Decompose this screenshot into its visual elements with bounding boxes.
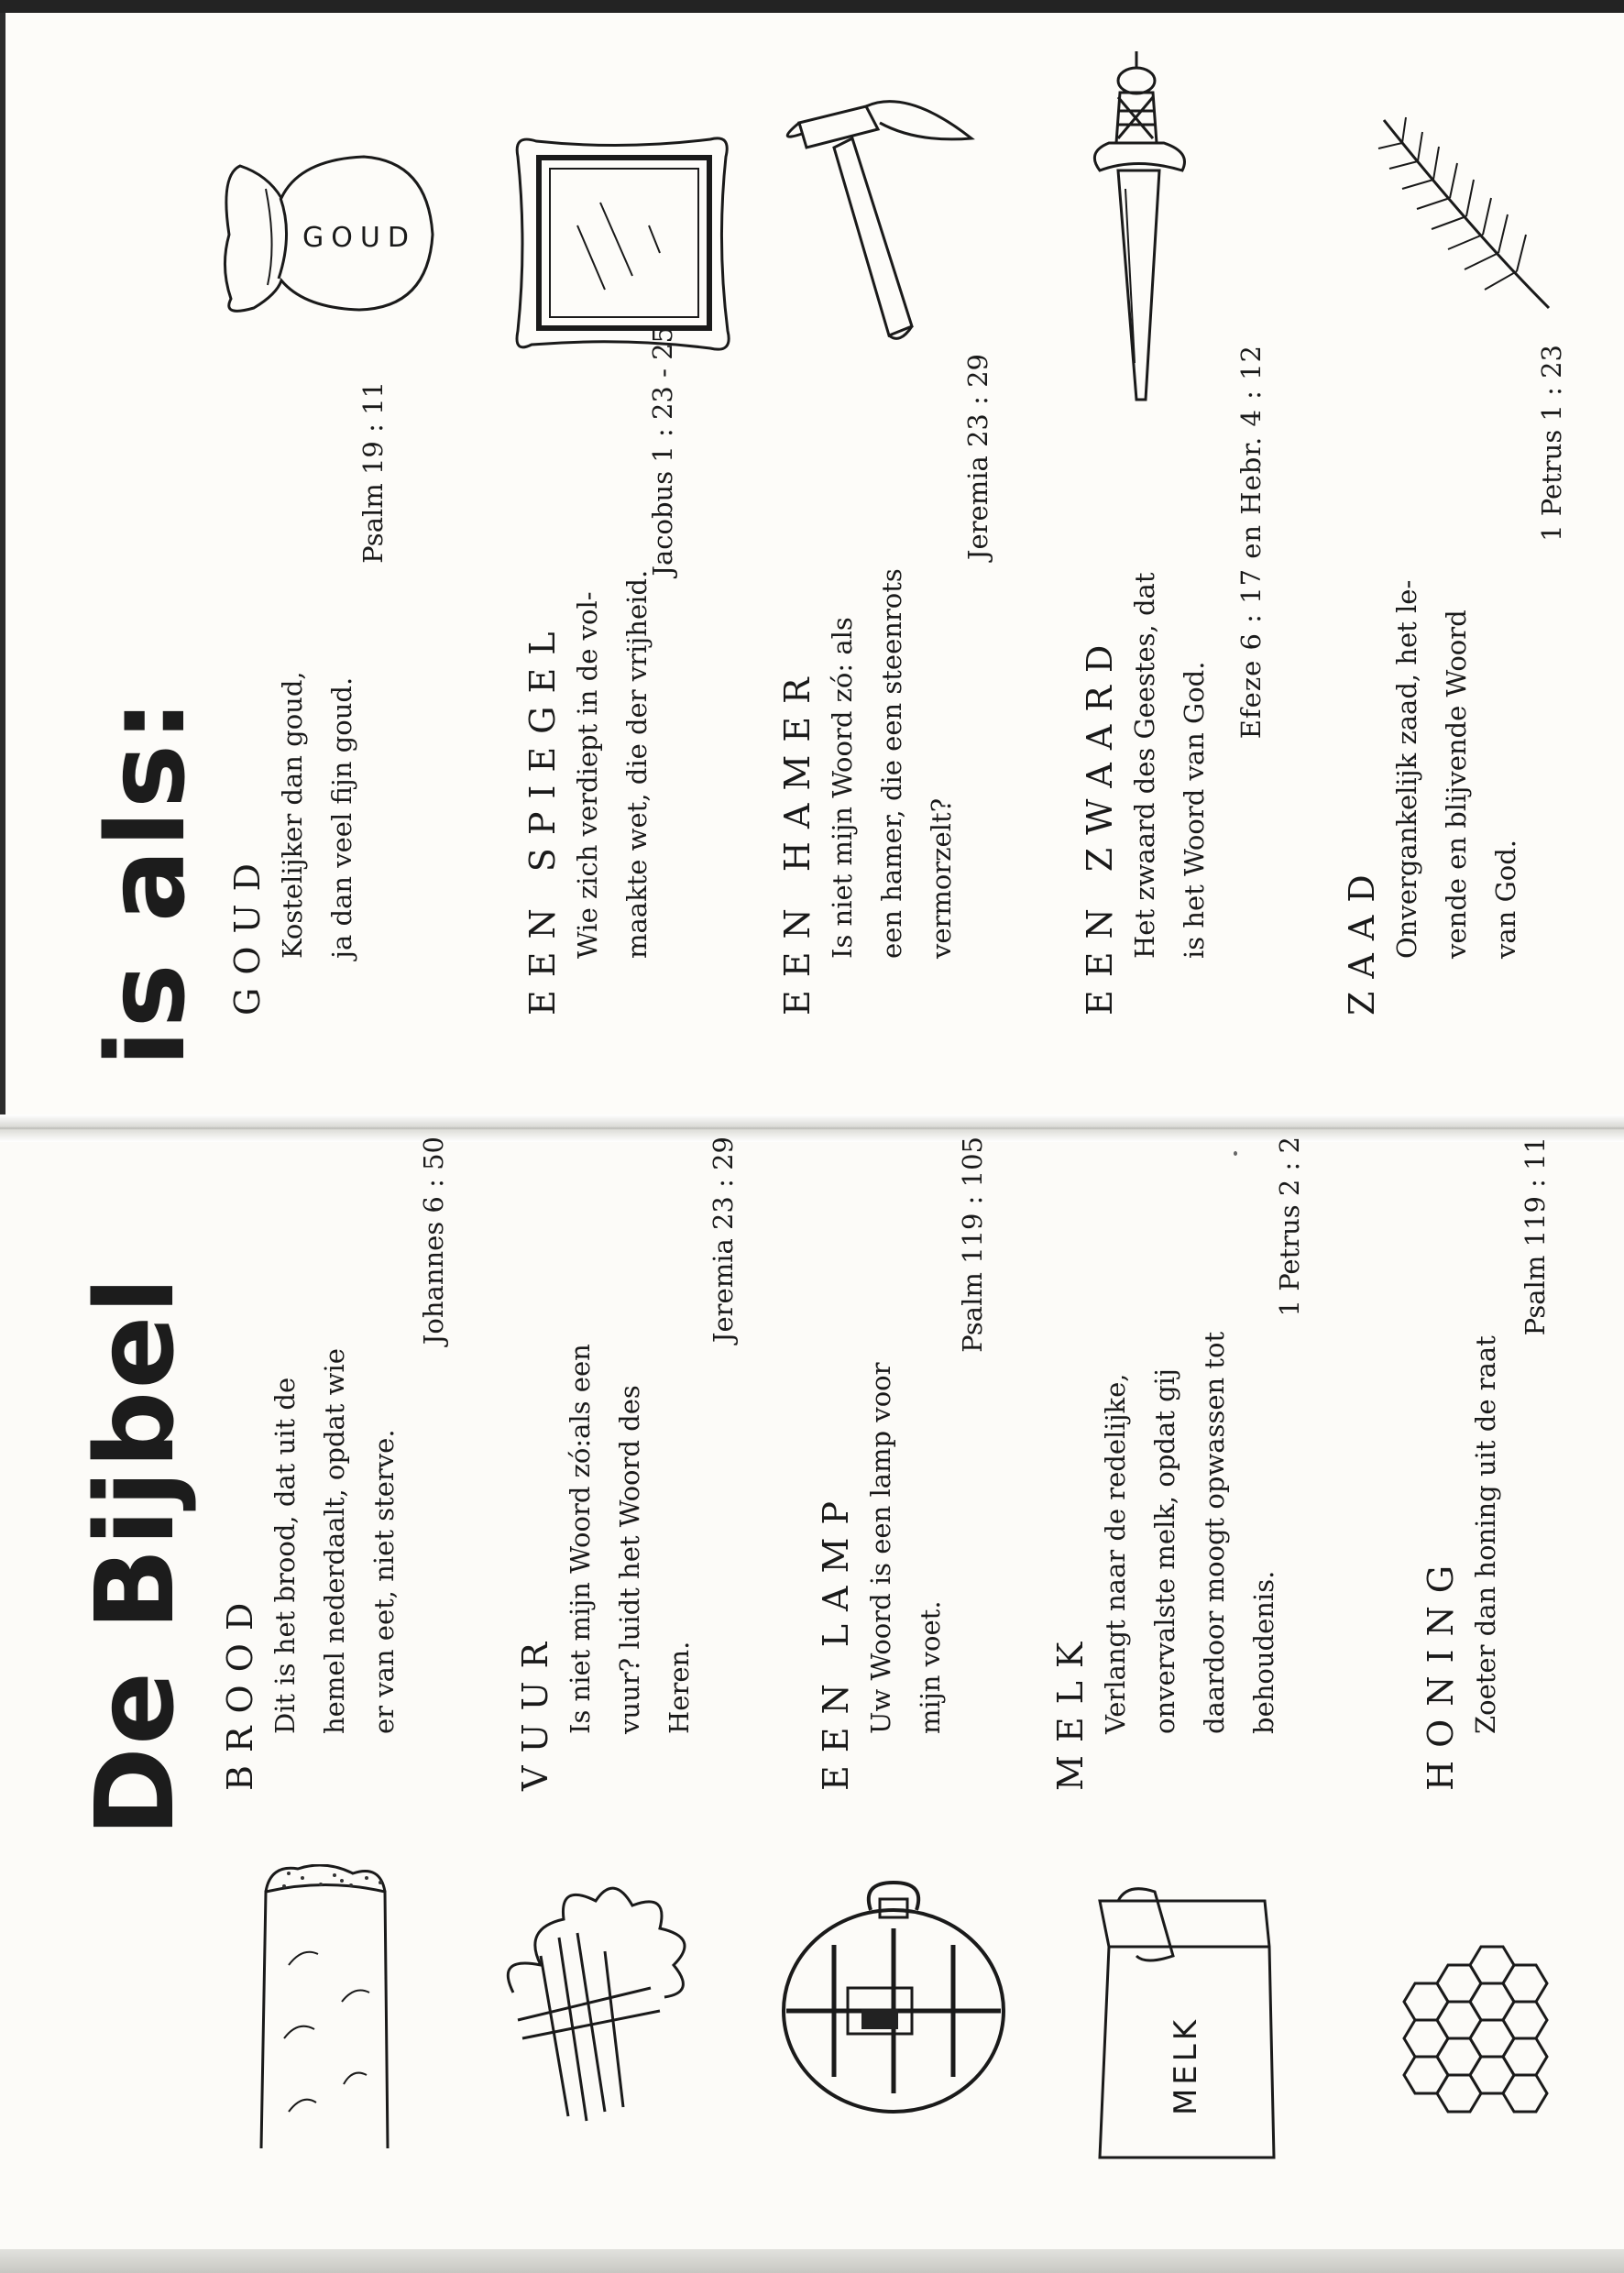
entry-melk bbox=[1050, 1332, 1289, 1791]
page-title: De Bijbel bbox=[71, 1275, 198, 1837]
entry-line: mijn voet. bbox=[915, 1600, 946, 1734]
entry-line: Uw Woord is een lamp voor bbox=[865, 1362, 896, 1734]
wheat-ear-icon bbox=[1366, 88, 1567, 326]
entry-heading: VUUR bbox=[515, 1629, 555, 1791]
entry-reference: 1 Petrus 1 : 23 bbox=[1536, 345, 1567, 542]
entry-text bbox=[555, 1344, 704, 1734]
entry-reference: Johannes 6 : 50 bbox=[418, 1136, 449, 1345]
entry-line: daardoor moogt opwassen tot bbox=[1199, 1331, 1230, 1734]
entry-vuur bbox=[515, 1344, 704, 1791]
entry-hamer bbox=[777, 568, 966, 1016]
entry-heading: EEN SPIEGEL bbox=[522, 619, 563, 1016]
entry-heading: GOUD bbox=[227, 850, 268, 1016]
entry-line: Heren. bbox=[664, 1641, 695, 1734]
entry-line: onvervalste melk, opdat gij bbox=[1149, 1368, 1180, 1734]
entry-reference: Jeremia 23 : 29 bbox=[708, 1136, 739, 1344]
entry-text bbox=[1382, 580, 1531, 959]
entry-brood bbox=[220, 1348, 409, 1791]
entry-honing bbox=[1421, 1335, 1510, 1791]
entry-text bbox=[817, 568, 966, 959]
lantern-icon bbox=[761, 1873, 1026, 2148]
entry-text bbox=[260, 1348, 409, 1734]
entry-lamp bbox=[816, 1363, 955, 1792]
entry-zwaard bbox=[1080, 573, 1219, 1016]
entry-line: Is niet mijn Woord zó:als een bbox=[565, 1344, 596, 1734]
entry-heading: EEN LAMP bbox=[816, 1488, 856, 1791]
gold-bag-icon bbox=[213, 134, 451, 335]
entry-reference: 1 Petrus 2 : 2 bbox=[1274, 1136, 1305, 1317]
entry-line: er van eet, niet sterve. bbox=[368, 1429, 400, 1734]
entry-line: Wie zich verdiept in de vol- bbox=[572, 591, 603, 959]
bottom-page-content bbox=[0, 1136, 1624, 2249]
entry-line: is het Woord van God. bbox=[1179, 661, 1210, 959]
entry-text bbox=[856, 1363, 955, 1735]
entry-reference: Jeremia 23 : 29 bbox=[962, 354, 993, 561]
bread-icon bbox=[234, 1864, 408, 2167]
entry-line: maakte wet, die der vrijheid. bbox=[621, 569, 653, 959]
entry-line: vermorzelt? bbox=[926, 797, 957, 959]
entry-heading: EEN HAMER bbox=[777, 664, 817, 1016]
entry-heading: BROOD bbox=[220, 1589, 260, 1791]
entry-line: hemel nederdaalt, opdat wie bbox=[319, 1348, 350, 1734]
entry-line: een hamer, die een steenrots bbox=[876, 568, 907, 959]
entry-line: Onvergankelijk zaad, het le- bbox=[1391, 579, 1422, 959]
entry-line: Verlangt naar de redelijke, bbox=[1100, 1373, 1131, 1734]
entry-line: Zoeter dan honing uit de raat bbox=[1470, 1335, 1501, 1734]
entry-text bbox=[1120, 573, 1219, 960]
entry-heading: HONING bbox=[1421, 1552, 1461, 1791]
book-edge-bottom bbox=[0, 2249, 1624, 2273]
entry-reference: Jacobus 1 : 23 - 25 bbox=[647, 326, 678, 576]
mirror-icon bbox=[504, 125, 742, 363]
entry-goud bbox=[227, 671, 367, 1016]
entry-heading: MELK bbox=[1050, 1629, 1091, 1791]
entry-reference: Psalm 119 : 105 bbox=[957, 1136, 988, 1353]
entry-line: vende en blijvende Woord bbox=[1441, 609, 1472, 959]
entry-text bbox=[1461, 1335, 1510, 1734]
entry-zaad bbox=[1342, 580, 1531, 1016]
entry-line: Het zwaard des Geestes, dat bbox=[1129, 572, 1160, 959]
entry-line: Kostelijker dan goud, bbox=[277, 671, 308, 959]
milk-jug-label: MELK bbox=[1168, 2015, 1204, 2116]
hammer-icon bbox=[779, 88, 990, 363]
entry-line: Is niet mijn Woord zó: als bbox=[827, 617, 858, 959]
entry-reference: Psalm 119 : 11 bbox=[1520, 1136, 1551, 1336]
entry-reference: Efeze 6 : 17 en Hebr. 4 : 12 bbox=[1235, 345, 1267, 740]
entry-line: Dit is het brood, dat uit de bbox=[269, 1377, 301, 1734]
entry-line: van God. bbox=[1490, 840, 1521, 959]
entry-line: ja dan veel fijn goud. bbox=[326, 676, 357, 959]
entry-text bbox=[1091, 1332, 1289, 1734]
entry-line: behoudenis. bbox=[1248, 1570, 1279, 1734]
entry-reference: Psalm 19 : 11 bbox=[357, 381, 389, 564]
sword-icon bbox=[999, 33, 1274, 418]
honeycomb-icon bbox=[1393, 1910, 1576, 2148]
entry-heading: EEN ZWAARD bbox=[1080, 631, 1120, 1016]
entry-heading: ZAAD bbox=[1342, 862, 1382, 1016]
milk-jug-icon bbox=[1063, 1873, 1301, 2176]
page-title: is als: bbox=[82, 697, 209, 1067]
top-page-content bbox=[0, 13, 1624, 1115]
page-gutter bbox=[0, 1115, 1624, 1142]
book-edge-top bbox=[0, 0, 1624, 13]
gold-bag-label: GOUD bbox=[302, 222, 416, 254]
entry-line: vuur? luidt het Woord des bbox=[614, 1385, 645, 1734]
fire-icon bbox=[477, 1855, 715, 2148]
